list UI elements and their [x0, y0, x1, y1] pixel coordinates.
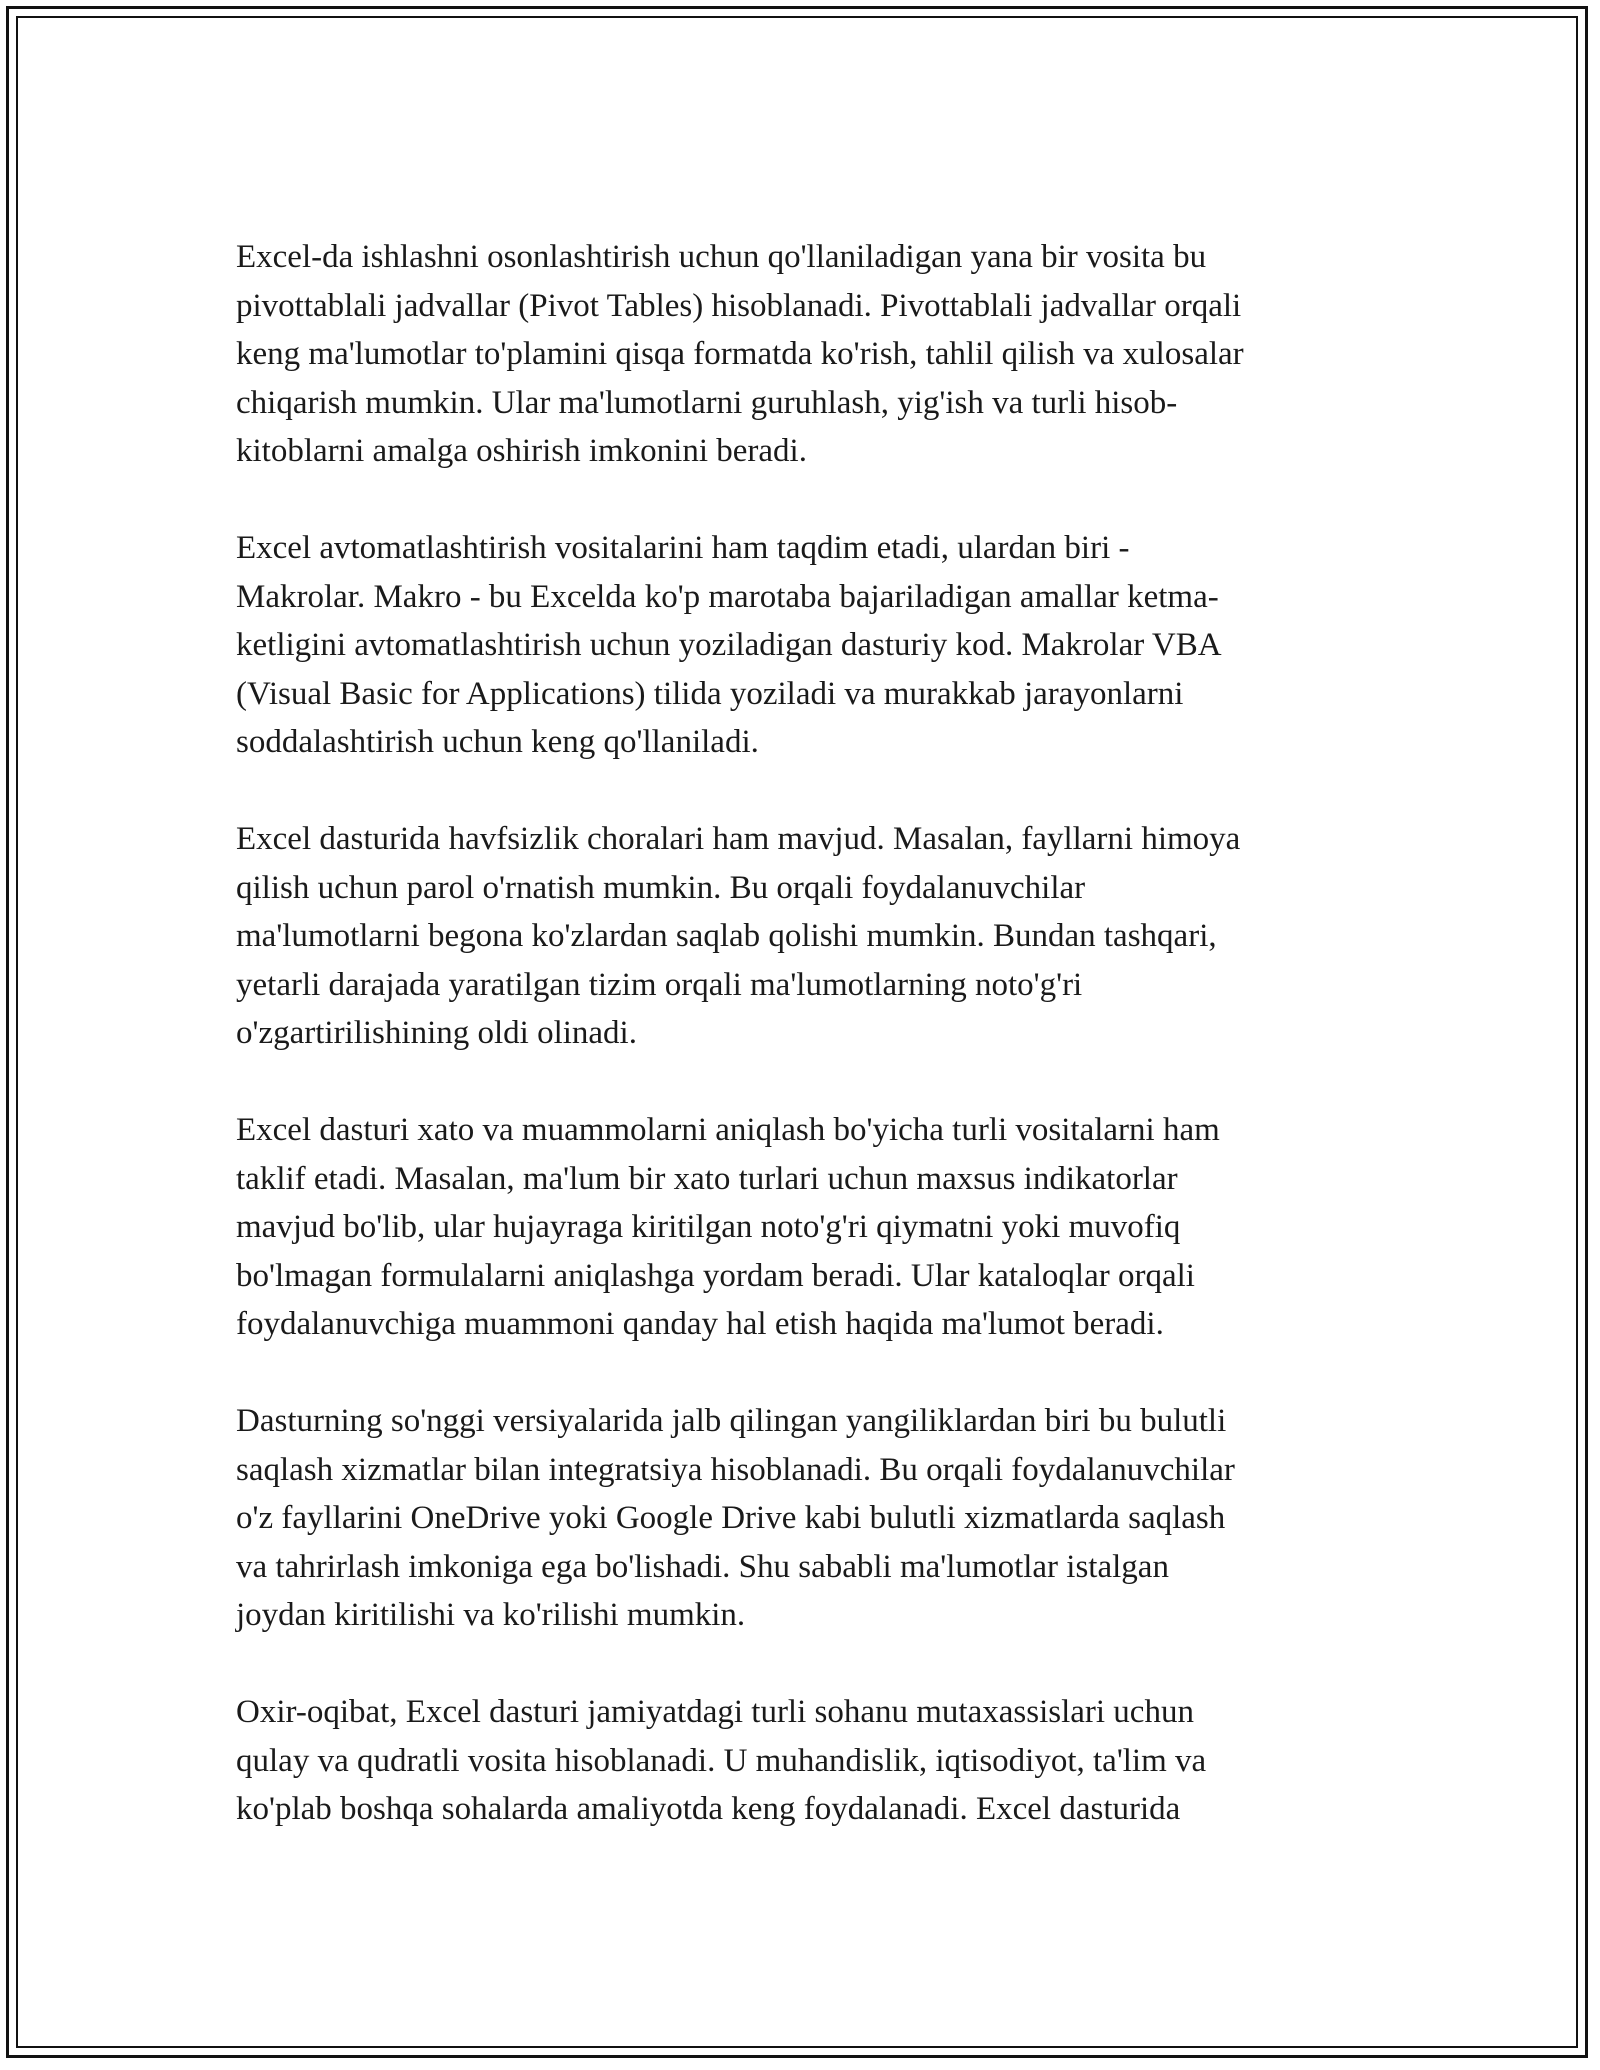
- text-line: ma'lumotlarni begona ko'zlardan saqlab qolishi mumkin. Bundan tashqari,: [236, 918, 1217, 954]
- text-line: saqlash xizmatlar bilan integratsiya hisoblanadi. Bu orqali foydalanuvchilar: [236, 1451, 1235, 1488]
- text-line: Excel dasturi xato va muammolarni aniqlash bo'yicha turli vositalarni ham: [236, 1112, 1220, 1148]
- text-line: va tahrirlash imkoniga ega bo'lishadi. Shu sababli ma'lumotlar istalgan: [236, 1548, 1169, 1585]
- text-line: joydan kiritilishi va ko'rilishi mumkin.: [236, 1597, 746, 1633]
- paragraph-cloud-storage: [236, 1397, 1360, 1640]
- text-line: Dasturning so'nggi versiyalarida jalb qilingan yangiliklardan biri bu bulutli: [236, 1403, 1227, 1439]
- text-line: ko'plab boshqa sohalarda amaliyotda keng foydalanadi. Excel dasturida: [236, 1791, 1181, 1827]
- text-line: (Visual Basic for Applications) tilida yoziladi va murakkab jarayonlarni: [236, 675, 1184, 712]
- paragraph-security: [236, 815, 1360, 1058]
- text-line: ketligini avtomatlashtirish uchun yoziladigan dasturiy kod. Makrolar VBA: [236, 627, 1222, 663]
- text-line: chiqarish mumkin. Ular ma'lumotlarni guruhlash, yig'ish va turli hisob-: [236, 384, 1178, 421]
- text-line: Excel-da ishlashni osonlashtirish uchun qo'llaniladigan yana bir vosita bu: [236, 239, 1207, 275]
- paragraph-conclusion: [236, 1688, 1360, 1834]
- paragraph-pivot-tables: [236, 233, 1360, 476]
- text-line: kitoblarni amalga oshirish imkonini beradi.: [236, 433, 807, 469]
- text-line: Oxir-oqibat, Excel dasturi jamiyatdagi turli sohanu mutaxassislari uchun: [236, 1694, 1194, 1730]
- document-body: [236, 233, 1360, 1882]
- text-line: mavjud bo'lib, ular hujayraga kiritilgan noto'g'ri qiymatni yoki muvofiq: [236, 1209, 1181, 1245]
- text-line: bo'lmagan formulalarni aniqlashga yordam beradi. Ular kataloqlar orqali: [236, 1257, 1195, 1294]
- text-line: qulay va qudratli vosita hisoblanadi. U muhandislik, iqtisodiyot, ta'lim va: [236, 1742, 1207, 1779]
- text-line: Makrolar. Makro - bu Excelda ko'p marotaba bajariladigan amallar ketma-: [236, 578, 1219, 615]
- text-line: o'zgartirilishining oldi olinadi.: [236, 1015, 637, 1051]
- text-line: foydalanuvchiga muammoni qanday hal etish haqida ma'lumot beradi.: [236, 1306, 1164, 1342]
- text-line: Excel avtomatlashtirish vositalarini ham taqdim etadi, ulardan biri -: [236, 530, 1130, 566]
- text-line: pivottablali jadvallar (Pivot Tables) hisoblanadi. Pivottablali jadvallar orqali: [236, 287, 1242, 324]
- text-line: yetarli darajada yaratilgan tizim orqali ma'lumotlarning noto'g'ri: [236, 966, 1083, 1003]
- text-line: soddalashtirish uchun keng qo'llaniladi.: [236, 724, 759, 760]
- text-line: Excel dasturida havfsizlik choralari ham mavjud. Masalan, fayllarni himoya: [236, 821, 1241, 857]
- text-line: qilish uchun parol o'rnatish mumkin. Bu orqali foydalanuvchilar: [236, 869, 1086, 906]
- text-line: keng ma'lumotlar to'plamini qisqa formatda ko'rish, tahlil qilish va xulosalar: [236, 336, 1244, 372]
- text-line: o'z fayllarini OneDrive yoki Google Drive kabi bulutli xizmatlarda saqlash: [236, 1500, 1226, 1536]
- paragraph-macros: [236, 524, 1360, 767]
- paragraph-error-tools: [236, 1106, 1360, 1349]
- text-line: taklif etadi. Masalan, ma'lum bir xato turlari uchun maxsus indikatorlar: [236, 1160, 1178, 1197]
